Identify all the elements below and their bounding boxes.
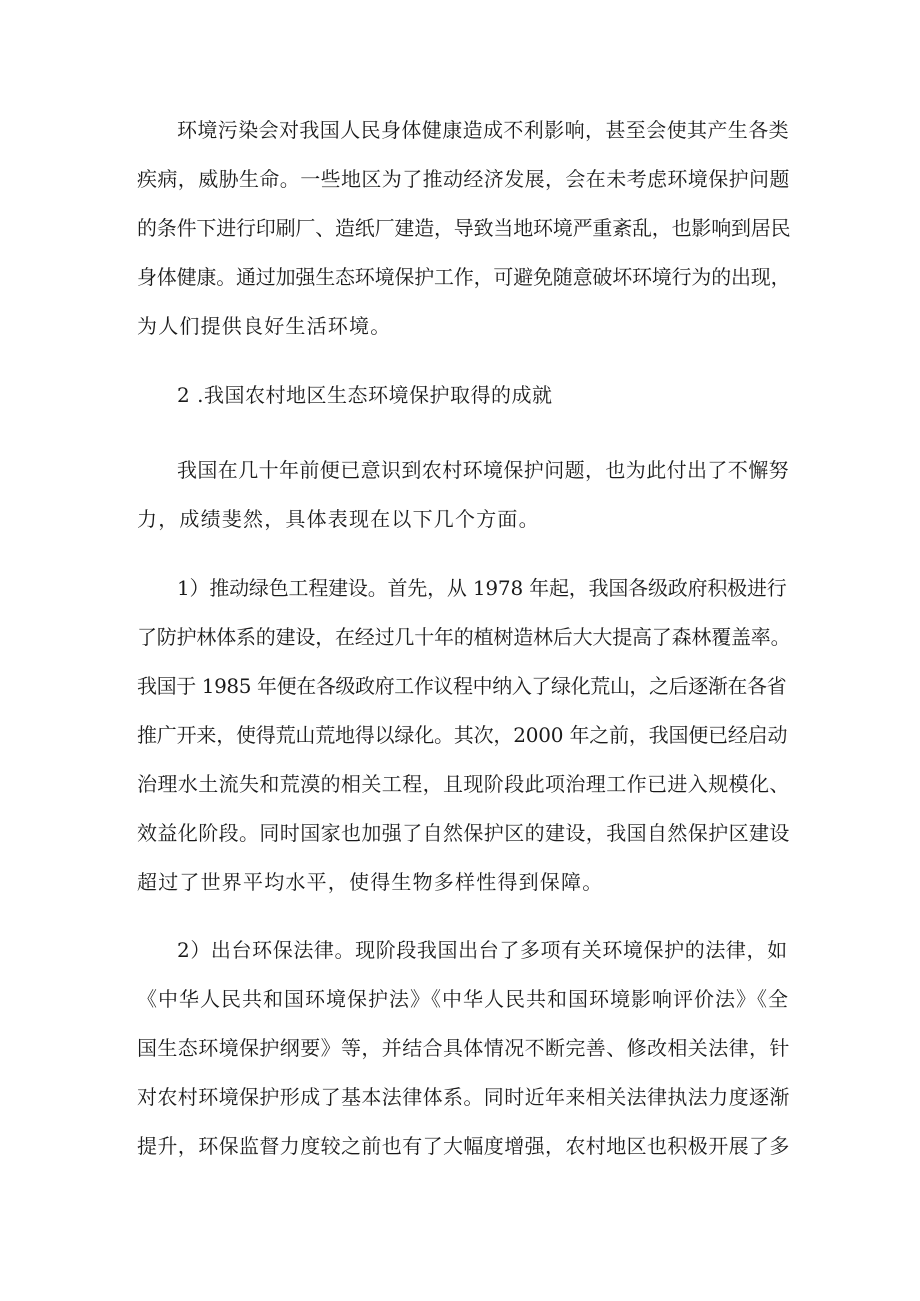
paragraph-3-line-4: 推广开来，使得荒山荒地得以绿化。其次，2000 年之前，我国便已经启动 (137, 723, 788, 747)
paragraph-1-line-5: 为人们提供良好生活环境。 (137, 314, 392, 338)
paragraph-3-line-6: 效益化阶段。同时国家也加强了自然保护区的建设，我国自然保护区建设 (137, 821, 790, 845)
section-heading: 2 .我国农村地区生态环境保护取得的成就 (177, 383, 553, 407)
paragraph-3-line-1: 1）推动绿色工程建设。首先，从 1978 年起，我国各级政府积极进行 (177, 576, 787, 600)
paragraph-1-line-2: 疾病，威胁生命。一些地区为了推动经济发展，会在未考虑环境保护问题 (137, 167, 790, 191)
paragraph-4-line-2: 《中华人民共和国环境保护法》《中华人民共和国环境影响评价法》《全 (137, 987, 789, 1011)
paragraph-3-line-3: 我国于 1985 年便在各级政府工作议程中纳入了绿化荒山，之后逐渐在各省 (137, 674, 787, 698)
paragraph-4-line-5: 提升，环保监督力度较之前也有了大幅度增强，农村地区也积极开展了多 (137, 1134, 790, 1158)
paragraph-3-line-7: 超过了世界平均水平，使得生物多样性得到保障。 (137, 870, 604, 894)
paragraph-4-line-3: 国生态环境保护纲要》等，并结合具体情况不断完善、修改相关法律，针 (137, 1036, 790, 1060)
paragraph-1-line-1: 环境污染会对我国人民身体健康造成不利影响，甚至会使其产生各类 (177, 118, 789, 142)
paragraph-2-line-1: 我国在几十年前便已意识到农村环境保护问题，也为此付出了不懈努 (177, 458, 789, 482)
paragraph-3-line-2: 了防护林体系的建设，在经过几十年的植树造林后大大提高了森林覆盖率。 (137, 625, 791, 649)
paragraph-4-line-1: 2）出台环保法律。现阶段我国出台了多项有关环境保护的法律，如 (177, 938, 788, 962)
paragraph-3-line-5: 治理水土流失和荒漠的相关工程，且现阶段此项治理工作已进入规模化、 (137, 772, 790, 796)
paragraph-1-line-4: 身体健康。通过加强生态环境保护工作，可避免随意破坏环境行为的出现， (137, 265, 791, 289)
paragraph-1-line-3: 的条件下进行印刷厂、造纸厂建造，导致当地环境严重紊乱，也影响到居民 (137, 216, 791, 240)
paragraph-4-line-4: 对农村环境保护形成了基本法律体系。同时近年来相关法律执法力度逐渐 (137, 1085, 790, 1109)
paragraph-2-line-2: 力，成绩斐然，具体表现在以下几个方面。 (137, 507, 540, 531)
